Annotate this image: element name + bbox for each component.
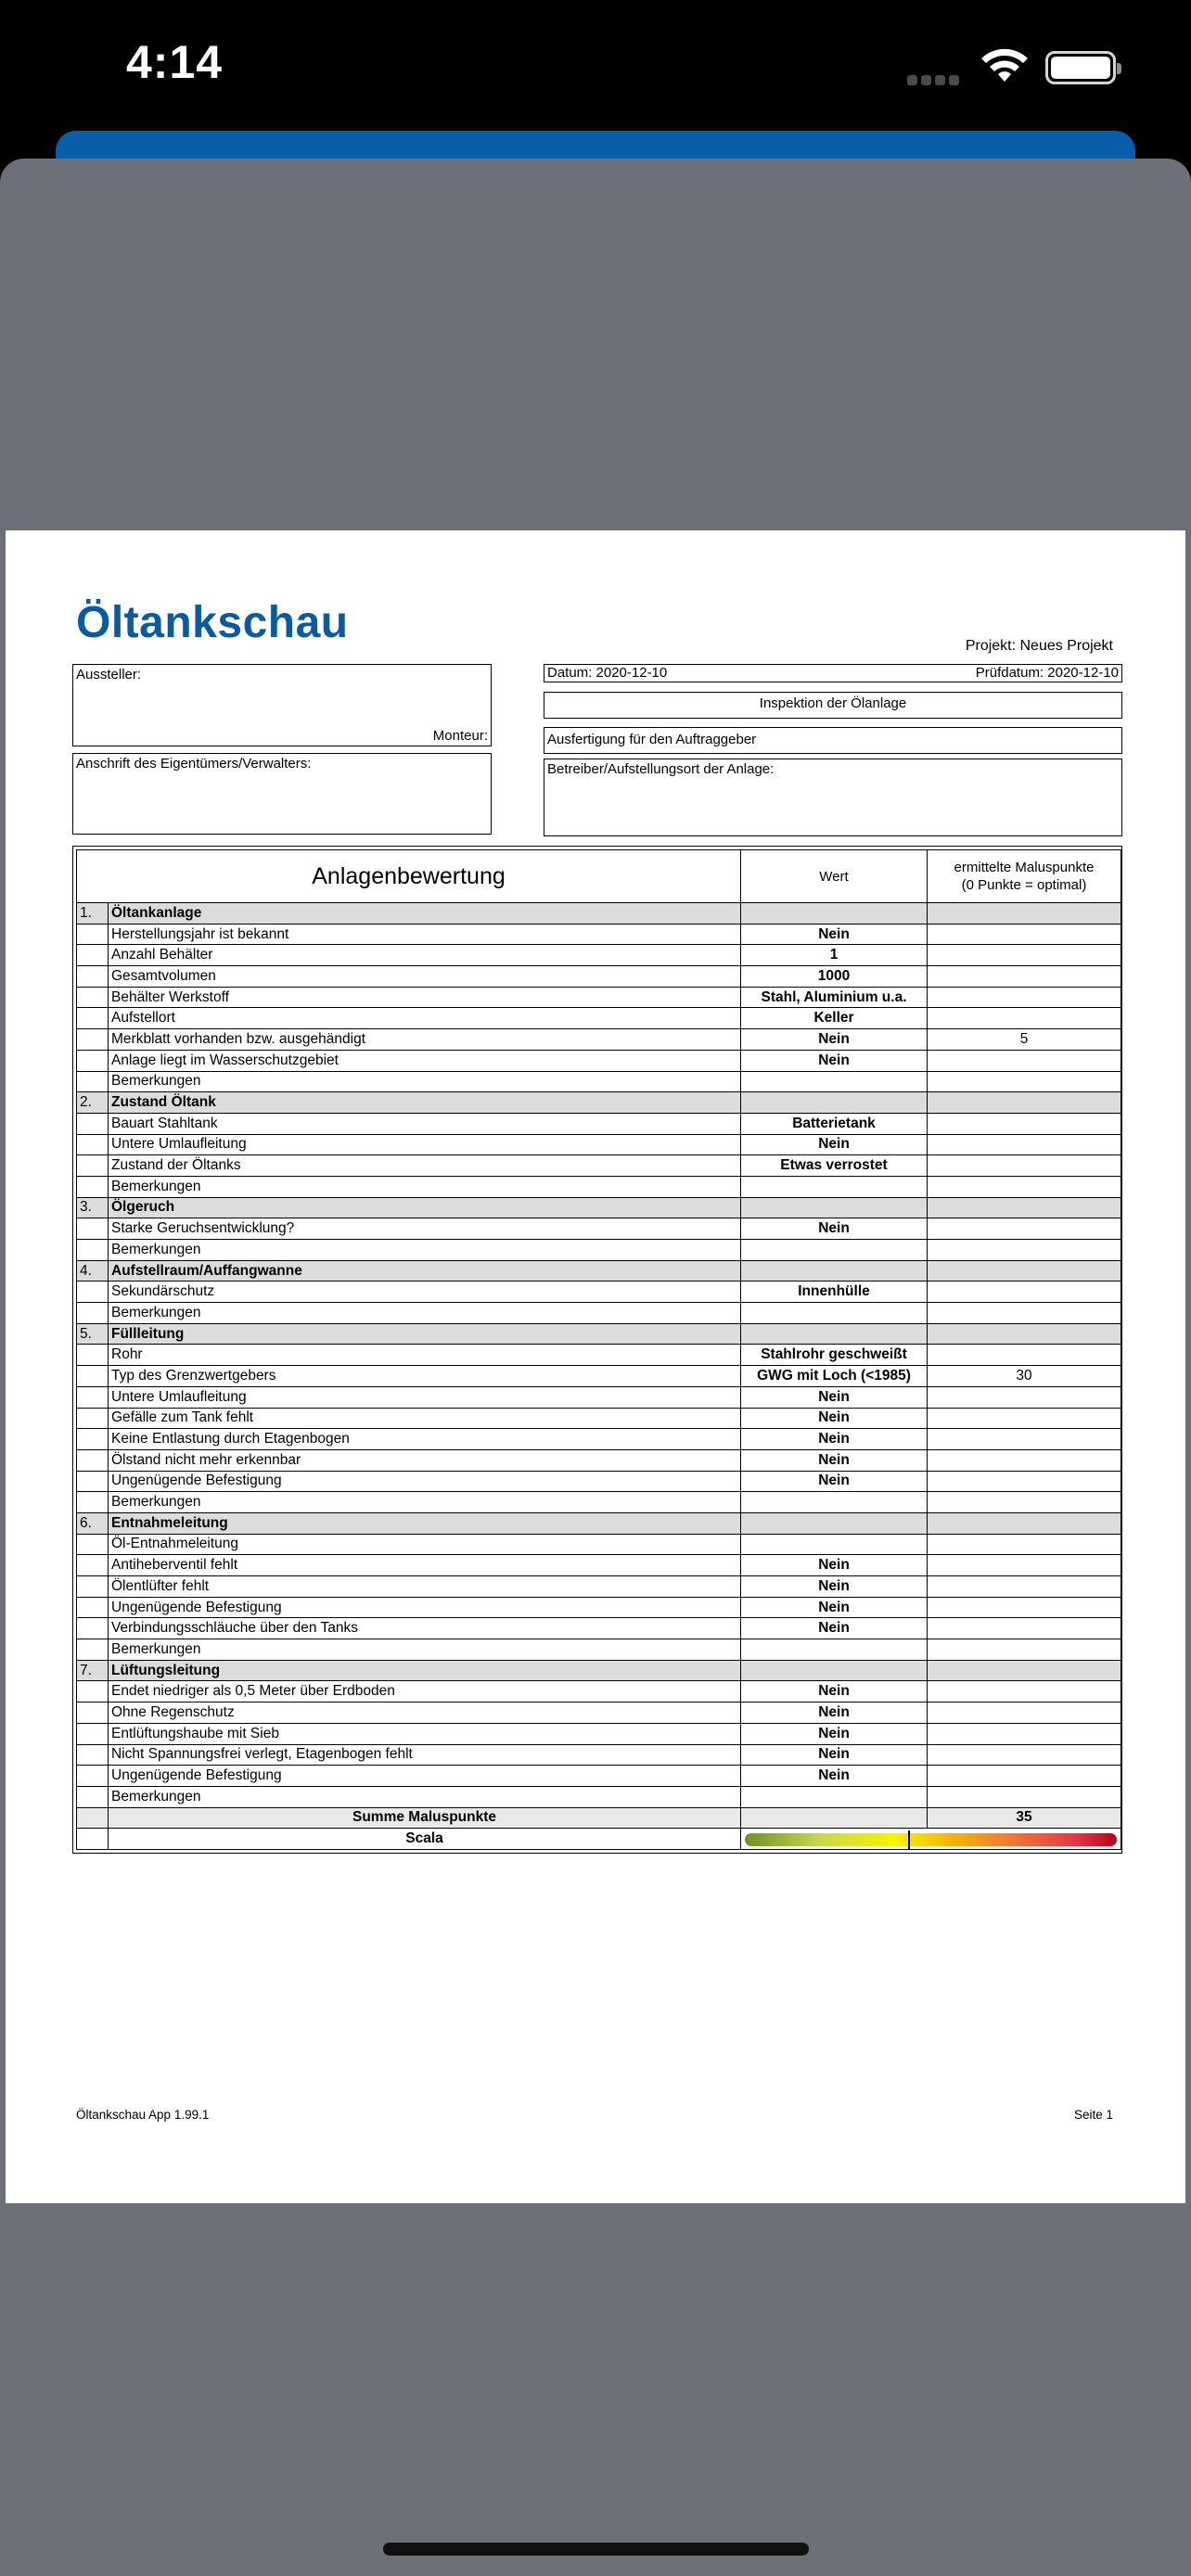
check-date-label: Prüfdatum: 2020-12-10 — [975, 665, 1119, 681]
section-number: 6. — [77, 1512, 109, 1534]
cellular-signal-icon — [907, 73, 963, 90]
row-points — [928, 1555, 1121, 1576]
table-row — [77, 1345, 1121, 1366]
section-points-cell — [928, 1197, 1121, 1218]
sum-label: Summe Maluspunkte — [109, 1807, 741, 1829]
section-points-cell — [928, 1323, 1121, 1345]
row-number-cell — [77, 1576, 109, 1598]
row-points — [928, 1155, 1121, 1177]
row-label: Sekundärschutz — [109, 1282, 741, 1303]
table-row — [77, 1492, 1121, 1513]
row-points — [928, 1408, 1121, 1429]
section-title: Lüftungsleitung — [109, 1660, 741, 1681]
section-points-cell — [928, 1092, 1121, 1114]
row-number-cell — [77, 1008, 109, 1029]
row-points — [928, 1386, 1121, 1408]
section-value-cell — [741, 1323, 928, 1345]
section-number: 5. — [77, 1323, 109, 1345]
row-value: GWG mit Loch (<1985) — [741, 1366, 928, 1387]
row-value: Nein — [741, 1702, 928, 1724]
table-row — [77, 1240, 1121, 1261]
table-row — [77, 1766, 1121, 1787]
table-row — [77, 924, 1121, 945]
inspection-box — [544, 692, 1122, 719]
date-label: Datum: 2020-12-10 — [547, 665, 668, 681]
row-number-cell — [77, 1345, 109, 1366]
inspection-label: Inspektion der Ölanlage — [759, 695, 907, 711]
row-points — [928, 1282, 1121, 1303]
section-row — [77, 903, 1121, 925]
row-value: Nein — [741, 1555, 928, 1576]
section-title: Öltankanlage — [109, 903, 741, 925]
table-row — [77, 1449, 1121, 1471]
section-title: Füllleitung — [109, 1323, 741, 1345]
row-number-cell — [77, 1366, 109, 1387]
section-number: 1. — [77, 903, 109, 925]
row-value: Nein — [741, 1029, 928, 1051]
scala-cell — [741, 1829, 1121, 1850]
row-number-cell — [77, 1618, 109, 1639]
row-points — [928, 1008, 1121, 1029]
section-number: 3. — [77, 1197, 109, 1218]
row-points: 5 — [928, 1029, 1121, 1051]
table-row — [77, 1597, 1121, 1618]
sum-value: 35 — [928, 1807, 1121, 1829]
section-value-cell — [741, 1197, 928, 1218]
row-points — [928, 1113, 1121, 1134]
row-points — [928, 1639, 1121, 1661]
document-title: Öltankschau — [76, 598, 349, 647]
owner-address-box — [72, 753, 492, 835]
row-value — [741, 1176, 928, 1197]
row-number-cell — [77, 924, 109, 945]
section-points-cell — [928, 1512, 1121, 1534]
sum-row — [77, 1807, 1121, 1829]
row-points — [928, 1534, 1121, 1555]
row-label: Untere Umlaufleitung — [109, 1386, 741, 1408]
row-number-cell — [77, 1449, 109, 1471]
points-header-line1: ermittelte Maluspunkte — [954, 860, 1095, 875]
ausfertigung-label: Ausfertigung für den Auftraggeber — [547, 732, 757, 747]
row-value: Etwas verrostet — [741, 1155, 928, 1177]
row-label: Bemerkungen — [109, 1492, 741, 1513]
section-value-cell — [741, 1512, 928, 1534]
row-value: Nein — [741, 1134, 928, 1155]
table-row — [77, 1303, 1121, 1324]
row-value: Keller — [741, 1008, 928, 1029]
scala-label: Scala — [109, 1829, 741, 1850]
row-points — [928, 1240, 1121, 1261]
value-column-header: Wert — [741, 850, 928, 903]
section-row — [77, 1092, 1121, 1114]
row-label: Bemerkungen — [109, 1240, 741, 1261]
row-number-cell — [77, 987, 109, 1008]
section-title: Ölgeruch — [109, 1197, 741, 1218]
row-points — [928, 966, 1121, 988]
row-points — [928, 1134, 1121, 1155]
row-value: Nein — [741, 1449, 928, 1471]
operator-location-label: Betreiber/Aufstellungsort der Anlage: — [547, 761, 775, 777]
section-points-cell — [928, 1660, 1121, 1681]
row-number-cell — [77, 1744, 109, 1766]
row-points — [928, 1449, 1121, 1471]
section-value-cell — [741, 1260, 928, 1282]
row-value — [741, 1786, 928, 1807]
row-value: Nein — [741, 1408, 928, 1429]
row-label: Keine Entlastung durch Etagenbogen — [109, 1429, 741, 1450]
row-value: Innenhülle — [741, 1282, 928, 1303]
row-label: Ölstand nicht mehr erkennbar — [109, 1449, 741, 1471]
row-points — [928, 1723, 1121, 1744]
table-row — [77, 1050, 1121, 1071]
row-value: Nein — [741, 1723, 928, 1744]
section-title: Zustand Öltank — [109, 1092, 741, 1114]
row-points — [928, 1345, 1121, 1366]
table-row — [77, 1639, 1121, 1661]
rating-table — [76, 849, 1121, 1850]
row-value: Batterietank — [741, 1113, 928, 1134]
row-number-cell — [77, 1534, 109, 1555]
row-number-cell — [77, 1555, 109, 1576]
project-name: Projekt: Neues Projekt — [965, 638, 1113, 654]
row-number-cell — [77, 945, 109, 966]
row-label: Anzahl Behälter — [109, 945, 741, 966]
table-row — [77, 1134, 1121, 1155]
table-row — [77, 1786, 1121, 1807]
row-label: Ungenügende Befestigung — [109, 1597, 741, 1618]
section-row — [77, 1197, 1121, 1218]
section-row — [77, 1323, 1121, 1345]
row-value: Nein — [741, 924, 928, 945]
ausfertigung-box — [544, 727, 1122, 754]
row-label: Bemerkungen — [109, 1303, 741, 1324]
table-row — [77, 966, 1121, 988]
row-number-cell — [77, 1492, 109, 1513]
row-label: Verbindungsschläuche über den Tanks — [109, 1618, 741, 1639]
row-value: Nein — [741, 1471, 928, 1492]
table-row — [77, 1176, 1121, 1197]
footer-app-version: Öltankschau App 1.99.1 — [76, 2108, 210, 2122]
row-value: Nein — [741, 1597, 928, 1618]
row-points — [928, 1597, 1121, 1618]
row-points — [928, 1576, 1121, 1598]
scala-gradient-bar — [745, 1833, 1117, 1846]
row-number-cell — [77, 1303, 109, 1324]
monteur-label: Monteur: — [432, 728, 488, 744]
row-value — [741, 1534, 928, 1555]
row-points — [928, 1766, 1121, 1787]
row-value: Stahlrohr geschweißt — [741, 1345, 928, 1366]
row-value: 1000 — [741, 966, 928, 988]
row-label: Gesamtvolumen — [109, 966, 741, 988]
row-label: Bauart Stahltank — [109, 1113, 741, 1134]
row-number-cell — [77, 1786, 109, 1807]
status-time: 4:14 — [126, 36, 224, 88]
row-label: Anlage liegt im Wasserschutzgebiet — [109, 1050, 741, 1071]
row-points — [928, 1303, 1121, 1324]
row-number-cell — [77, 1282, 109, 1303]
row-value — [741, 1639, 928, 1661]
row-label: Nicht Spannungsfrei verlegt, Etagenbogen fehlt — [109, 1744, 741, 1766]
row-label: Aufstellort — [109, 1008, 741, 1029]
row-number-cell — [77, 1766, 109, 1787]
section-title: Aufstellraum/Auffangwanne — [109, 1260, 741, 1282]
row-value: Nein — [741, 1766, 928, 1787]
table-row — [77, 1029, 1121, 1051]
row-number-cell — [77, 966, 109, 988]
row-value — [741, 1240, 928, 1261]
points-header-line2: (0 Punkte = optimal) — [961, 877, 1087, 893]
row-points — [928, 1176, 1121, 1197]
table-row — [77, 1555, 1121, 1576]
row-value: Nein — [741, 1386, 928, 1408]
row-points — [928, 1702, 1121, 1724]
battery-icon — [1045, 51, 1116, 84]
table-row — [77, 1218, 1121, 1240]
row-label: Herstellungsjahr ist bekannt — [109, 924, 741, 945]
row-points — [928, 987, 1121, 1008]
row-value: Nein — [741, 1218, 928, 1240]
row-label: Gefälle zum Tank fehlt — [109, 1408, 741, 1429]
row-label: Ohne Regenschutz — [109, 1702, 741, 1724]
row-number-cell — [77, 1176, 109, 1197]
row-value: Nein — [741, 1576, 928, 1598]
table-row — [77, 1386, 1121, 1408]
row-points — [928, 1618, 1121, 1639]
row-value: Nein — [741, 1681, 928, 1702]
section-number: 2. — [77, 1092, 109, 1114]
table-row — [77, 1618, 1121, 1639]
scala-marker — [908, 1830, 910, 1849]
row-value: 1 — [741, 945, 928, 966]
row-number-cell — [77, 1029, 109, 1051]
table-row — [77, 1576, 1121, 1598]
table-row — [77, 1008, 1121, 1029]
row-label: Starke Geruchsentwicklung? — [109, 1218, 741, 1240]
row-points — [928, 1492, 1121, 1513]
row-number-cell — [77, 1639, 109, 1661]
row-number-cell — [77, 1134, 109, 1155]
row-points — [928, 1218, 1121, 1240]
row-value: Nein — [741, 1429, 928, 1450]
wifi-icon — [979, 45, 1031, 85]
row-label: Endet niedriger als 0,5 Meter über Erdboden — [109, 1681, 741, 1702]
row-value — [741, 1492, 928, 1513]
row-label: Entlüftungshaube mit Sieb — [109, 1723, 741, 1744]
row-value: Nein — [741, 1050, 928, 1071]
row-value: Nein — [741, 1744, 928, 1766]
table-row — [77, 945, 1121, 966]
aussteller-box — [72, 664, 492, 746]
row-points — [928, 1681, 1121, 1702]
row-number-cell — [77, 1071, 109, 1092]
row-label: Untere Umlaufleitung — [109, 1134, 741, 1155]
aussteller-label: Aussteller: — [76, 667, 142, 682]
row-points — [928, 1050, 1121, 1071]
row-number-cell — [77, 1471, 109, 1492]
status-bar — [0, 0, 1191, 139]
owner-address-label: Anschrift des Eigentümers/Verwalters: — [76, 756, 312, 772]
row-number-cell — [77, 1429, 109, 1450]
row-points — [928, 1429, 1121, 1450]
row-label: Öl-Entnahmeleitung — [109, 1534, 741, 1555]
row-label: Typ des Grenzwertgebers — [109, 1366, 741, 1387]
table-header-row — [77, 850, 1121, 903]
row-label: Behälter Werkstoff — [109, 987, 741, 1008]
table-row — [77, 1471, 1121, 1492]
row-number-cell — [77, 1155, 109, 1177]
table-row — [77, 1155, 1121, 1177]
section-number: 7. — [77, 1660, 109, 1681]
section-row — [77, 1260, 1121, 1282]
row-value — [741, 1303, 928, 1324]
table-row — [77, 1723, 1121, 1744]
row-number-cell — [77, 1702, 109, 1724]
section-row — [77, 1512, 1121, 1534]
row-label: Ungenügende Befestigung — [109, 1766, 741, 1787]
table-row — [77, 1429, 1121, 1450]
table-row — [77, 1113, 1121, 1134]
home-indicator — [383, 2543, 809, 2556]
row-points — [928, 1786, 1121, 1807]
row-points — [928, 1744, 1121, 1766]
row-number-cell — [77, 1386, 109, 1408]
points-column-header — [928, 850, 1121, 903]
operator-location-box — [544, 759, 1122, 836]
row-number-cell — [77, 1218, 109, 1240]
row-label: Bemerkungen — [109, 1786, 741, 1807]
row-points — [928, 1471, 1121, 1492]
row-value: Nein — [741, 1618, 928, 1639]
row-points — [928, 924, 1121, 945]
row-number-cell — [77, 1681, 109, 1702]
row-number-cell — [77, 1050, 109, 1071]
row-number-cell — [77, 1723, 109, 1744]
footer-page-number: Seite 1 — [1073, 2108, 1113, 2122]
table-row — [77, 1408, 1121, 1429]
section-points-cell — [928, 903, 1121, 925]
table-row — [77, 1071, 1121, 1092]
table-row — [77, 1702, 1121, 1724]
row-points — [928, 945, 1121, 966]
row-label: Ungenügende Befestigung — [109, 1471, 741, 1492]
section-value-cell — [741, 1660, 928, 1681]
section-value-cell — [741, 903, 928, 925]
row-number-cell — [77, 1113, 109, 1134]
row-points — [928, 1071, 1121, 1092]
row-label: Zustand der Öltanks — [109, 1155, 741, 1177]
row-label: Antiheberventil fehlt — [109, 1555, 741, 1576]
row-label: Merkblatt vorhanden bzw. ausgehändigt — [109, 1029, 741, 1051]
date-box — [544, 664, 1122, 682]
rating-table-frame — [72, 846, 1122, 1854]
section-points-cell — [928, 1260, 1121, 1282]
section-number: 4. — [77, 1260, 109, 1282]
row-value — [741, 1071, 928, 1092]
section-value-cell — [741, 1092, 928, 1114]
row-value: Stahl, Aluminium u.a. — [741, 987, 928, 1008]
row-number-cell — [77, 1597, 109, 1618]
row-points: 30 — [928, 1366, 1121, 1387]
table-row — [77, 1681, 1121, 1702]
table-row — [77, 1282, 1121, 1303]
row-label: Ölentlüfter fehlt — [109, 1576, 741, 1598]
table-row — [77, 1534, 1121, 1555]
scala-row — [77, 1829, 1121, 1850]
row-number-cell — [77, 1408, 109, 1429]
row-label: Bemerkungen — [109, 1176, 741, 1197]
table-row — [77, 1366, 1121, 1387]
section-row — [77, 1660, 1121, 1681]
table-heading: Anlagenbewertung — [77, 850, 741, 903]
row-label: Bemerkungen — [109, 1639, 741, 1661]
row-label: Bemerkungen — [109, 1071, 741, 1092]
section-title: Entnahmeleitung — [109, 1512, 741, 1534]
row-label: Rohr — [109, 1345, 741, 1366]
table-row — [77, 987, 1121, 1008]
row-number-cell — [77, 1240, 109, 1261]
table-row — [77, 1744, 1121, 1766]
pdf-page — [6, 530, 1185, 2203]
